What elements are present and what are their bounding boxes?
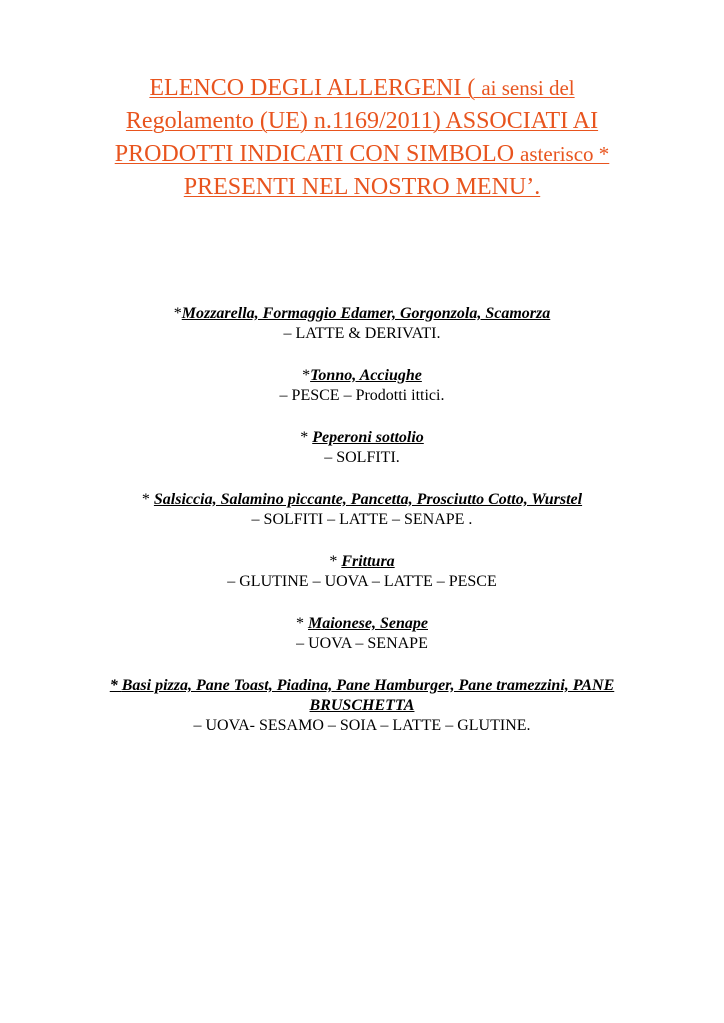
document-title <box>40 72 684 204</box>
entry-products: Peperoni sottolio <box>312 429 424 446</box>
entry-allergens: – SOLFITI – LATTE – SENAPE . <box>251 511 473 528</box>
entry-products: Basi pizza, Pane Toast, Piadina, Pane Hamburger, Pane tramezzini, PANE <box>121 677 615 694</box>
title-line4: PRESENTI NEL NOSTRO MENU’. <box>183 174 541 200</box>
allergen-entry-breads <box>40 676 684 736</box>
entry-products-continued: BRUSCHETTA <box>309 697 415 714</box>
asterisk-marker: * <box>141 491 154 508</box>
entry-heading <box>40 304 684 324</box>
asterisk-marker: * <box>329 553 342 570</box>
entry-products: Mozzarella, Formaggio Edamer, Gorgonzola, Scamorza <box>181 305 551 322</box>
asterisk-marker: * <box>109 677 122 694</box>
entry-allergens: – PESCE – Prodotti ittici. <box>279 387 445 404</box>
asterisk-marker: * <box>173 305 182 322</box>
asterisk-marker: * <box>296 615 308 632</box>
allergen-entry-fried <box>40 552 684 592</box>
entry-heading <box>40 490 684 510</box>
allergen-entry-fish <box>40 366 684 406</box>
title-line2: Regolamento (UE) n.1169/2011) ASSOCIATI AI <box>125 108 599 134</box>
allergen-entry-peppers <box>40 428 684 468</box>
entry-heading <box>40 428 684 448</box>
title-line3-a: PRODOTTI INDICATI CON SIMBOLO <box>114 141 521 167</box>
allergen-list <box>40 304 684 758</box>
asterisk-marker: * <box>302 367 311 384</box>
entry-allergens: – LATTE & DERIVATI. <box>283 325 441 342</box>
entry-heading <box>40 552 684 572</box>
entry-heading <box>40 676 684 696</box>
entry-products: Tonno, Acciughe <box>310 367 422 384</box>
entry-products: Maionese, Senape <box>308 615 428 632</box>
entry-products: Frittura <box>341 553 395 570</box>
entry-allergens: – UOVA- SESAMO – SOIA – LATTE – GLUTINE. <box>193 717 531 734</box>
entry-allergens: – GLUTINE – UOVA – LATTE – PESCE <box>227 573 497 590</box>
title-line3-b: asterisco * <box>520 142 610 166</box>
entry-heading <box>40 614 684 634</box>
entry-allergens: – SOLFITI. <box>324 449 400 466</box>
title-line1-b: ai sensi del <box>481 76 575 100</box>
entry-heading-continued <box>40 696 684 716</box>
entry-products: Salsiccia, Salamino piccante, Pancetta, Prosciutto Cotto, Wurstel <box>153 491 583 508</box>
allergen-entry-cured-meats <box>40 490 684 530</box>
entry-allergens: – UOVA – SENAPE <box>296 635 428 652</box>
entry-heading <box>40 366 684 386</box>
title-line1-a: ELENCO DEGLI ALLERGENI ( <box>149 75 482 101</box>
allergen-entry-sauces <box>40 614 684 654</box>
allergen-entry-dairy <box>40 304 684 344</box>
asterisk-marker: * <box>300 429 313 446</box>
